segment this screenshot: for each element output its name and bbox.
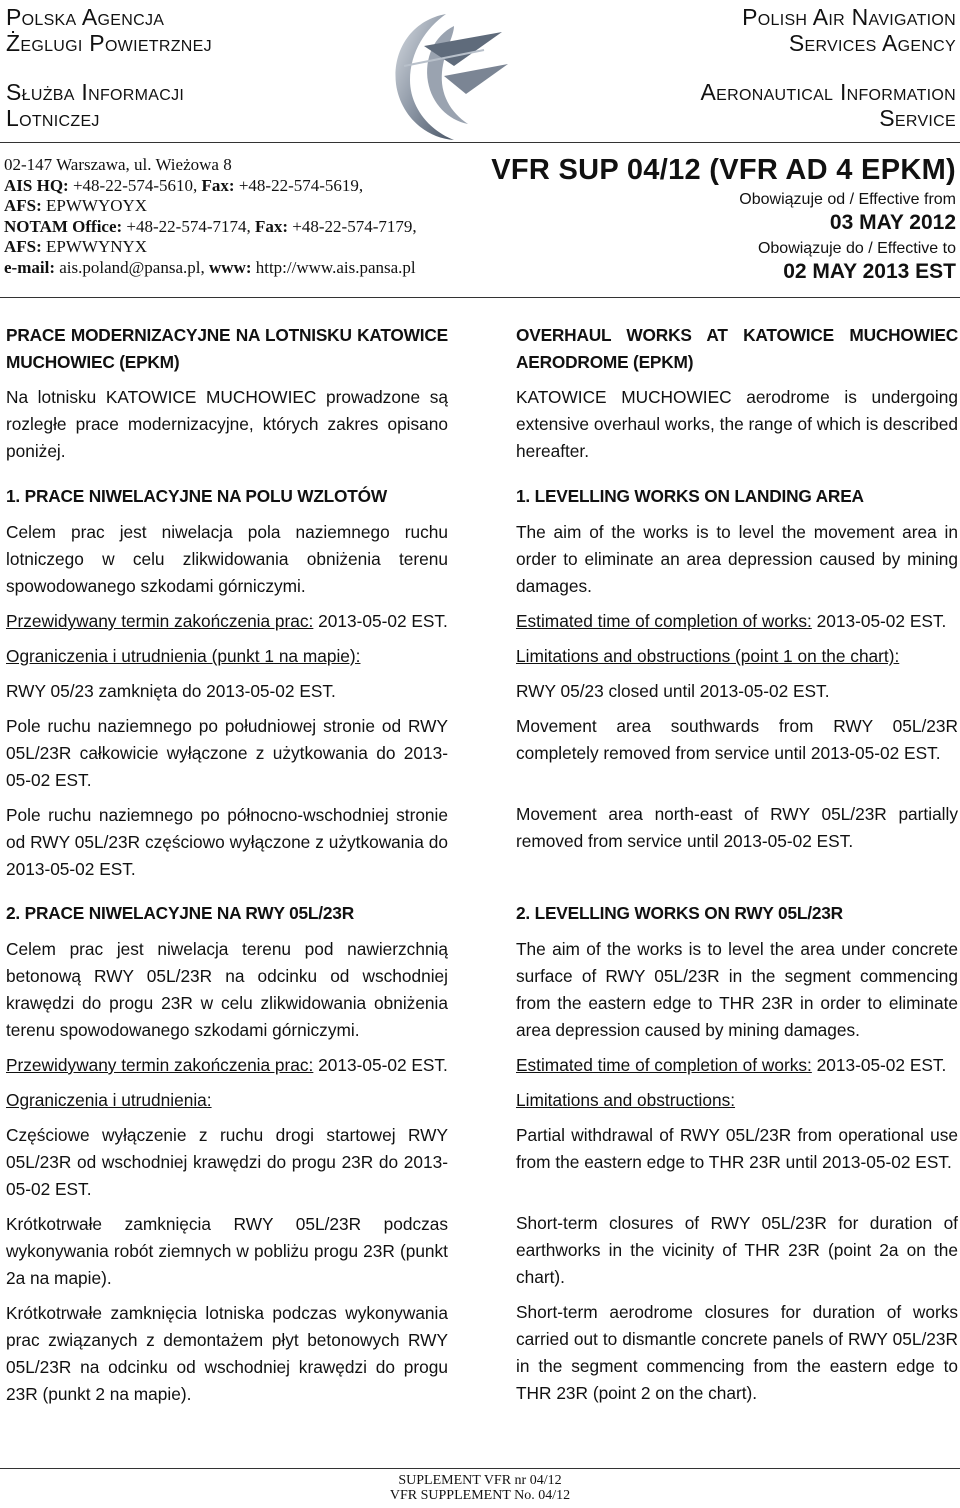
pl-title: PRACE MODERNIZACYJNE NA LOTNISKU KATOWICE MUCHOWIEC (EPKM) [6, 325, 448, 372]
effective-to-label: Obowiązuje do / Effective to [757, 240, 956, 257]
footer-divider [0, 1468, 960, 1469]
en-section-2 [516, 936, 958, 1407]
polish-column [6, 322, 448, 1404]
pl-s2-aim: Celem prac jest niwelacja terenu pod nawierzchnią betonową RWY 05L/23R na odcinku od wschodniej krawędzi do progu 23R w celu zlikwidowania obniżenia terenu spowodowanego szkodami górniczymi. [6, 939, 448, 1040]
en-s2-aim: The aim of the works is to level the area under concrete surface of RWY 05L/23R in the segment commencing from the eastern edge to THR 23R in order to eliminate area depression caused by mining damages. [516, 939, 958, 1040]
en-title: OVERHAUL WORKS AT KATOWICE MUCHOWIEC AERODROME (EPKM) [516, 325, 958, 372]
pl-s1-rwy-closed: RWY 05/23 zamknięta do 2013-05-02 EST. [6, 681, 336, 701]
notam-line: NOTAM Office: +48-22-574-7174, Fax: +48-22-574-7179, [4, 216, 417, 236]
afs-line-2: AFS: EPWWYNYX [4, 237, 148, 256]
pl-section-1-heading: 1. PRACE NIWELACYJNE NA POLU WZLOTÓW [6, 486, 387, 506]
service-title-en-1: Aeronautical Information [700, 79, 956, 105]
agency-name-polish [6, 4, 336, 131]
address-line: 02-147 Warszawa, ul. Wieżowa 8 [4, 155, 232, 174]
afs-line-1: AFS: EPWWYOYX [4, 196, 148, 215]
email-www-line: e-mail: ais.poland@pansa.pl, www: http://www.ais.pansa.pl [4, 257, 416, 277]
en-s2-short-closures-ad: Short-term aerodrome closures for duration of works carried out to dismantle concrete panels of RWY 05L/23R in the segment commencing from the eastern edge to THR 23R (point 2 on the chart). [516, 1302, 958, 1403]
en-s1-movement-northeast: Movement area north-east of RWY 05L/23R partially removed from service until 2013-05-02 EST. [516, 804, 958, 851]
agency-title-en-2: Services Agency [788, 30, 956, 56]
en-section-2-heading: 2. LEVELLING WORKS ON RWY 05L/23R [516, 903, 843, 923]
en-s1-rwy-closed: RWY 05/23 closed until 2013-05-02 EST. [516, 681, 830, 701]
pl-s2-short-closures-rwy: Krótkotrwałe zamknięcia RWY 05L/23R podczas wykonywania robót ziemnych w pobliżu progu 23R (punkt 2a na mapie). [6, 1214, 448, 1288]
pl-section-2-heading: 2. PRACE NIWELACYJNE NA RWY 05L/23R [6, 903, 354, 923]
pl-s2-short-closures-ad: Krótkotrwałe zamknięcia lotniska podczas wykonywania prac związanych z demontażem płyt betonowych RWY 05L/23R na odcinku od wschodniej krawędzi do progu 23R (punkt 2 na mapie). [6, 1303, 448, 1404]
pl-section-1 [6, 519, 448, 883]
en-s1-estimate: Estimated time of completion of works: 2013-05-02 EST. [516, 611, 947, 631]
en-section-1 [516, 519, 958, 855]
pl-s1-movement-northeast: Pole ruchu naziemnego po północno-wschodniej stronie od RWY 05L/23R częściowo wyłączone z użytkowania do 2013-05-02 EST. [6, 805, 448, 879]
english-column [516, 322, 958, 1403]
pl-section-2 [6, 936, 448, 1408]
agency-name-english [536, 4, 956, 131]
agency-title-pl-1: Polska Agencja [6, 4, 165, 30]
en-s1-movement-south: Movement area southwards from RWY 05L/23R completely removed from service until 2013-05-02 EST. [516, 716, 958, 763]
pl-s1-estimate: Przewidywany termin zakończenia prac: 2013-05-02 EST. [6, 611, 448, 631]
pansa-logo [384, 6, 514, 146]
header-divider [0, 142, 960, 143]
pl-s2-limitations-label: Ograniczenia i utrudnienia: [6, 1090, 212, 1110]
en-s2-limitations-label: Limitations and obstructions: [516, 1090, 736, 1110]
agency-title-en-1: Polish Air Navigation [742, 4, 956, 30]
supplement-info [486, 152, 956, 284]
en-s2-partial-withdrawal: Partial withdrawal of RWY 05L/23R from operational use from the eastern edge to THR 23R until 2013-05-02 EST. [516, 1125, 958, 1172]
pl-s2-estimate: Przewidywany termin zakończenia prac: 2013-05-02 EST. [6, 1055, 448, 1075]
pl-s1-limitations-label: Ograniczenia i utrudnienia (punkt 1 na mapie): [6, 646, 361, 666]
effective-from-label: Obowiązuje od / Effective from [739, 191, 956, 208]
ais-hq-line: AIS HQ: +48-22-574-5610, Fax: +48-22-574-5619, [4, 175, 364, 195]
pl-s2-partial-withdrawal: Częściowe wyłączenie z ruchu drogi startowej RWY 05L/23R od wschodniej krawędzi do progu 23R do 2013-05-02 EST. [6, 1125, 448, 1199]
footer-line-pl: SUPLEMENT VFR nr 04/12 [398, 1473, 562, 1488]
subheader-divider [0, 297, 960, 298]
en-s1-aim: The aim of the works is to level the movement area in order to eliminate an area depression caused by mining damages. [516, 522, 958, 596]
page-footer [0, 1473, 960, 1503]
agency-title-pl-2: Żeglugi Powietrznej [6, 30, 212, 56]
service-title-en-2: Service [879, 105, 956, 131]
footer-line-en: VFR SUPPLEMENT No. 04/12 [389, 1488, 571, 1503]
pl-s1-aim: Celem prac jest niwelacja pola naziemnego ruchu lotniczego w celu zlikwidowania obniżenia terenu spowodowanego szkodami górniczymi. [6, 522, 448, 596]
en-intro: KATOWICE MUCHOWIEC aerodrome is undergoing extensive overhaul works, the range of which is described hereafter. [516, 387, 958, 461]
en-s1-limitations-label: Limitations and obstructions (point 1 on the chart): [516, 646, 900, 666]
effective-from-date: 03 MAY 2012 [829, 211, 956, 234]
contact-address [4, 155, 484, 278]
pl-s1-movement-south: Pole ruchu naziemnego po południowej stronie od RWY 05L/23R całkowicie wyłączone z użytkowania do 2013-05-02 EST. [6, 716, 448, 790]
en-section-1-heading: 1. LEVELLING WORKS ON LANDING AREA [516, 486, 864, 506]
service-title-pl-2: Lotniczej [6, 105, 100, 131]
en-s2-estimate: Estimated time of completion of works: 2013-05-02 EST. [516, 1055, 947, 1075]
pl-intro: Na lotnisku KATOWICE MUCHOWIEC prowadzone są rozległe prace modernizacyjne, których zakres opisano poniżej. [6, 387, 448, 461]
supplement-title: VFR SUP 04/12 (VFR AD 4 EPKM) [491, 154, 956, 186]
service-title-pl-1: Służba Informacji [6, 79, 185, 105]
effective-to-date: 02 MAY 2013 EST [783, 260, 956, 283]
en-s2-short-closures-rwy: Short-term closures of RWY 05L/23R for duration of earthworks in the vicinity of THR 23R (point 2a on the chart). [516, 1213, 958, 1287]
